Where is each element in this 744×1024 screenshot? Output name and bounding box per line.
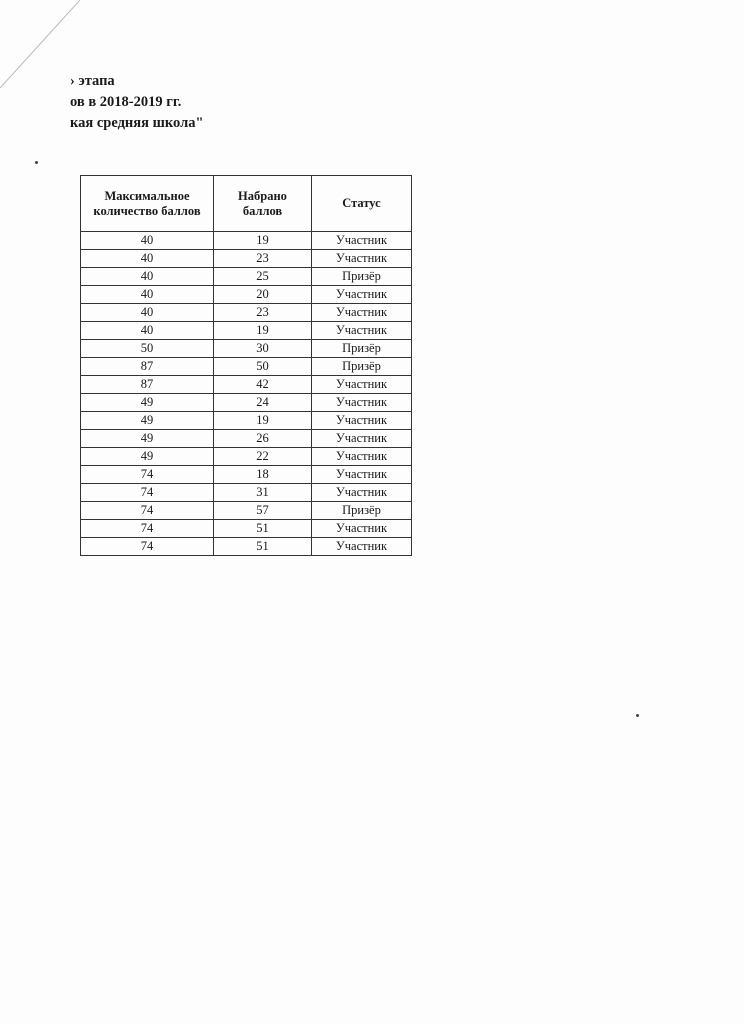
cell-score: 22 (214, 448, 312, 466)
cell-status: Участник (312, 322, 412, 340)
table-row (81, 466, 412, 484)
cell-score: 20 (214, 286, 312, 304)
cell-max-score: 40 (81, 250, 214, 268)
scan-speck (35, 161, 38, 164)
table-row (81, 520, 412, 538)
cell-max-score: 74 (81, 538, 214, 556)
cell-status: Призёр (312, 502, 412, 520)
table-row (81, 322, 412, 340)
cell-max-score: 49 (81, 394, 214, 412)
cell-max-score: 74 (81, 466, 214, 484)
table-row (81, 502, 412, 520)
cell-status: Участник (312, 466, 412, 484)
cell-score: 57 (214, 502, 312, 520)
scan-speck (636, 714, 639, 717)
cell-status: Призёр (312, 268, 412, 286)
table-row (81, 358, 412, 376)
heading-line-1: › этапа (70, 73, 115, 89)
cell-max-score: 49 (81, 430, 214, 448)
cell-score: 23 (214, 250, 312, 268)
cell-score: 51 (214, 538, 312, 556)
cell-score: 23 (214, 304, 312, 322)
header-max-score: Максимальное количество баллов (81, 176, 214, 232)
results-table (80, 175, 412, 556)
cell-status: Призёр (312, 358, 412, 376)
cell-max-score: 40 (81, 268, 214, 286)
cell-max-score: 87 (81, 376, 214, 394)
cell-max-score: 49 (81, 448, 214, 466)
cell-score: 19 (214, 412, 312, 430)
cell-score: 19 (214, 232, 312, 250)
cell-score: 30 (214, 340, 312, 358)
cell-max-score: 40 (81, 232, 214, 250)
cell-status: Участник (312, 394, 412, 412)
cell-max-score: 49 (81, 412, 214, 430)
heading-line-3: кая средняя школа" (70, 115, 204, 131)
cell-status: Участник (312, 232, 412, 250)
cell-score: 24 (214, 394, 312, 412)
cell-status: Участник (312, 304, 412, 322)
table-row (81, 304, 412, 322)
cell-score: 25 (214, 268, 312, 286)
cell-score: 42 (214, 376, 312, 394)
table-row (81, 340, 412, 358)
table-row (81, 394, 412, 412)
cell-status: Участник (312, 286, 412, 304)
cell-max-score: 50 (81, 340, 214, 358)
table-row (81, 484, 412, 502)
cell-score: 31 (214, 484, 312, 502)
cell-max-score: 40 (81, 304, 214, 322)
document-heading (70, 71, 204, 134)
table-row (81, 268, 412, 286)
header-score: Набрано баллов (214, 176, 312, 232)
cell-status: Участник (312, 484, 412, 502)
table-row (81, 412, 412, 430)
cell-status: Участник (312, 376, 412, 394)
table-row (81, 538, 412, 556)
table-row (81, 448, 412, 466)
cell-max-score: 74 (81, 520, 214, 538)
cell-max-score: 40 (81, 286, 214, 304)
table-row (81, 250, 412, 268)
table-row (81, 430, 412, 448)
cell-status: Участник (312, 538, 412, 556)
table-header-row (81, 176, 412, 232)
cell-max-score: 74 (81, 502, 214, 520)
heading-line-2: ов в 2018-2019 гг. (70, 94, 182, 110)
cell-status: Участник (312, 448, 412, 466)
cell-max-score: 74 (81, 484, 214, 502)
cell-status: Участник (312, 430, 412, 448)
cell-status: Участник (312, 520, 412, 538)
cell-max-score: 40 (81, 322, 214, 340)
cell-score: 50 (214, 358, 312, 376)
table-row (81, 286, 412, 304)
cell-status: Призёр (312, 340, 412, 358)
cell-max-score: 87 (81, 358, 214, 376)
cell-score: 18 (214, 466, 312, 484)
cell-score: 26 (214, 430, 312, 448)
cell-score: 19 (214, 322, 312, 340)
cell-status: Участник (312, 412, 412, 430)
cell-status: Участник (312, 250, 412, 268)
table-row (81, 232, 412, 250)
cell-score: 51 (214, 520, 312, 538)
header-status: Статус (312, 176, 412, 232)
table-row (81, 376, 412, 394)
